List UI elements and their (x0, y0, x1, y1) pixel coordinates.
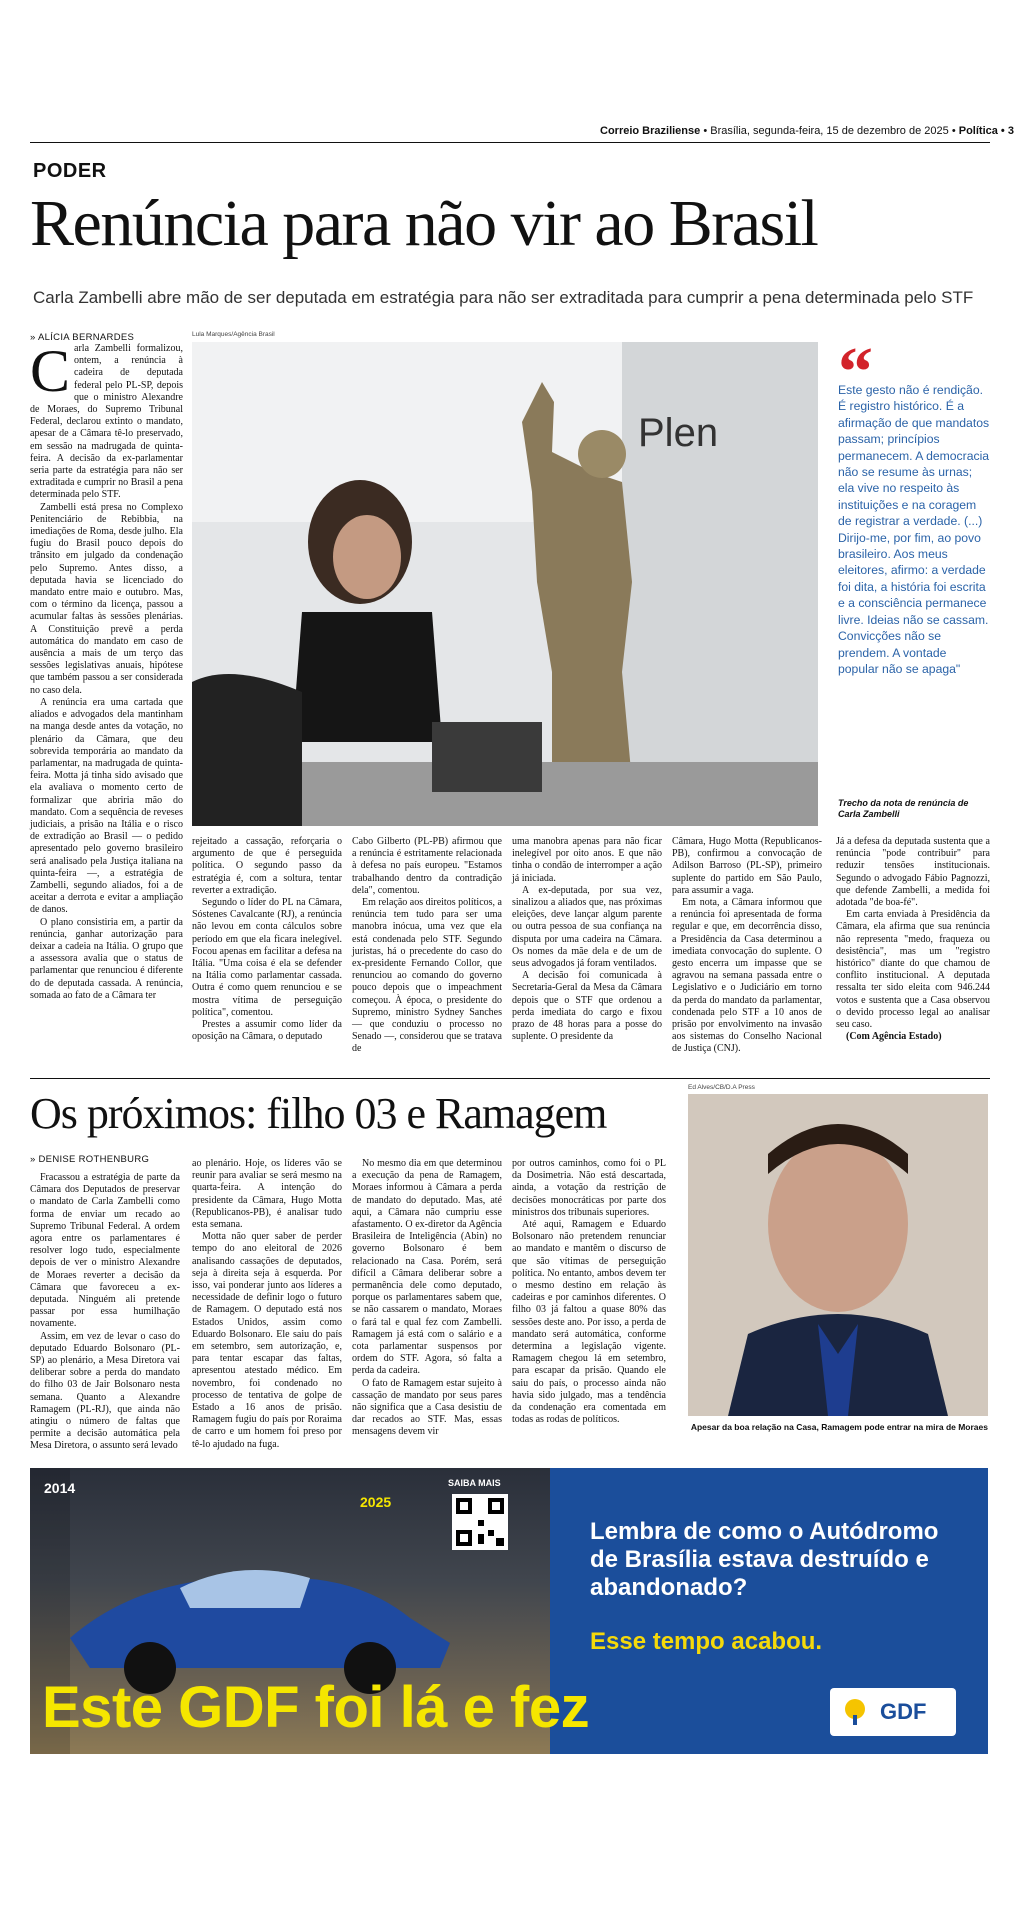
qr-label: SAIBA MAIS (448, 1478, 501, 1488)
article2-column-4 (512, 1158, 666, 1436)
quote-marks-icon: “ (838, 334, 873, 411)
article1-column-3 (352, 836, 502, 1055)
paragraph: A decisão foi comunicada à Secretaria-Geral da Mesa da Câmara depois que o STF que ordenou a perda imediata do cargo e fixou prazo de 48 horas para a posse do suplente. O presidente da (512, 970, 662, 1043)
photo-credit: Ed Alves/CB/D.A Press (688, 1084, 755, 1091)
main-photo (192, 342, 818, 826)
ad-year-then: 2014 (44, 1480, 76, 1496)
section-kicker: PODER (33, 160, 107, 182)
folio-rule (30, 142, 990, 143)
article2-column-1 (30, 1172, 180, 1452)
plenario-sign-text: Plen (638, 411, 719, 455)
qr-code-icon[interactable] (452, 1494, 508, 1550)
paragraph: arla Zambelli formalizou, ontem, a renúncia à cadeira de deputada federal pelo PL-SP, depois que o ministro Alexandre de Moraes, do Supremo Tribunal Federal, declarou extinto o mandato, apesar de a Câmara tê-lo preservado, em sessão na madrugada de quinta-feira. A decisão da ex-parlamentar seria parte da estratégia para não ser extraditada e cumprir no Brasil a pena determinada pelo STF. (30, 343, 183, 501)
paragraph: rejeitado a cassação, reforçaria o argumento de que é perseguida política. O segundo passo da estratégia é, com a soltura, tentar reverter a extradição. (192, 836, 342, 896)
ad-question: Lembra de como o Autódromo de Brasília estava destruído e abandonado? (590, 1518, 939, 1601)
paragraph: Motta não quer saber de perder tempo do ano eleitoral de 2026 analisando cassações de deputados, seja à direita seja à esquerda. Por isso, vai ponderar junto aos líderes a necessidade de definir logo o futuro de Ramagem. O deputado está nos Estados Unidos, assim como Eduardo Bolsonaro. Ele saiu do país em setembro, sem autorização, e, para tentar escapar das faltas, apresentou atestado médico. Em novembro, foi condenado no processo de tentativa de golpe de Estado a 16 anos de prisão. Ramagem fugiu do país por Roraima de carro e um homem foi preso por tê-lo ajudado na fuga. (192, 1231, 342, 1450)
main-headline: Renúncia para não vir ao Brasil (30, 187, 818, 260)
article2-column-3 (352, 1158, 502, 1436)
paragraph: Em relação aos direitos políticos, a renúncia tem tudo para ser uma manobra inócua, uma vez que ela está condenada pelo STF. Segundo juristas, há o precedente do caso do ex-presidente Fernando Collor, que renunciou ao comando do governo pouco depois que o impeachment começou. À época, o presidente do Supremo, ministro Sydney Sanches — que conduziu o processo no Senado —, considerou que se tratava de (352, 897, 502, 1055)
paragraph: Câmara, Hugo Motta (Republicanos-PB), confirmou a convocação de Adilson Barroso (PL-SP), primeiro suplente do partido em São Paulo, para assumir a vaga. (672, 836, 822, 896)
paragraph: O fato de Ramagem estar sujeito à cassação de mandato por seus pares não significa que a Casa desistiu de dar recados ao STF. Mas, essas mensagens devem vir (352, 1377, 502, 1438)
paragraph: por outros caminhos, como foi o PL da Dosimetria. Não está descartada, ainda, a votação da restrição de decisões monocráticas por parte dos ministros dos tribunais superiores. (512, 1158, 666, 1218)
article1-column-4 (512, 836, 662, 1043)
photo-illustration (192, 342, 818, 826)
paragraph: Em nota, a Câmara informou que a renúncia foi apresentada de forma regular e que, em decorrência disso, a Presidência da Casa determinou a imediata convocação do suplente. O gesto encerra um impasse que se agravou na semana passada entre o Legislativo e o Judiciário em torno da perda do mandato da parlamentar, condenada pelo STF a 10 anos de prisão por envolvimento na invasão aos sistemas do Conselho Nacional de Justiça (CNJ). (672, 897, 822, 1055)
ad-answer: Esse tempo acabou. (590, 1628, 823, 1655)
ad-year-now: 2025 (360, 1494, 392, 1510)
second-headline: Os próximos: filho 03 e Ramagem (30, 1089, 607, 1138)
photo-caption: Apesar da boa relação na Casa, Ramagem pode entrar na mira de Moraes (690, 1422, 988, 1432)
paragraph: No mesmo dia em que determinou a execução da pena de Ramagem, Moraes informou à Câmara a perda de mandato do deputado. Mas, até aqui, a Câmara não cumpriu esse afastamento. O ex-diretor da Agência Brasileira de Inteligência (Abin) no governo Bolsonaro é bem relacionado na Casa. Porém, será difícil a Câmara deliberar sobre a permanência dele como deputado, porque os parlamentares sabem que, se não cassarem o mandato, Moraes o fará tal e qual fez com Zambelli. Ramagem já está com o salário e a cota parlamentar suspensos por ordem do STF. Agora, só falta a perda da cadeira. (352, 1158, 502, 1377)
paragraph: O plano consistiria em, a partir da renúncia, ganhar autorização para deixar a cadeia na Itália. O grupo que a assessora avalia que o status de parlamentar que renunciou é diferente do de deputada cassada. A renúncia, somada ao fato de a Câmara ter (30, 916, 183, 1001)
paragraph: Em carta enviada à Presidência da Câmara, ela afirma que sua renúncia não representa "medo, fraqueza ou desistência", mas um "registro histórico" diante do que chamou de conflito institucional. A deputada ressalta ter sido eleita com 946.244 votos e sustenta que a Casa observou o devido processo legal ao analisar seu caso. (836, 909, 990, 1031)
paper-name: Correio Braziliense (600, 125, 701, 137)
ad-slogan: Este GDF foi lá e fez (42, 1675, 590, 1740)
ramagem-photo (688, 1094, 988, 1416)
paragraph: uma manobra apenas para não ficar inelegível por oito anos. E que não tinha o condão de interromper a ação já iniciada. (512, 836, 662, 884)
tree-icon (840, 1697, 870, 1727)
pull-quote-source: Trecho da nota de renúncia de Carla Zambelli (838, 798, 969, 819)
paragraph: Até aqui, Ramagem e Eduardo Bolsonaro não pretendem renunciar ao mandato e mantêm o discurso de que são vítimas de perseguição política. No entanto, ambos devem ter o mesmo destino em relação às cadeiras e por caminhos diferentes. O filho 03 já faltou a quase 80% das sessões deste ano. Por isso, a perda de mandato será automática, conforme determina a legislação vigente. Ramagem chegou lá em setembro, para escapar da prisão. Quando ele saiu do país, o processo ainda não havia sido julgado, mas a tendência da condenação era comentada em todas as rodas de políticos. (512, 1219, 666, 1426)
article1-column-5 (672, 836, 822, 1055)
article2-column-2 (192, 1158, 342, 1450)
article1-column-1 (30, 338, 183, 1020)
paragraph: Prestes a assumir como líder da oposição na Câmara, o deputado (192, 1019, 342, 1043)
paragraph: Zambelli está presa no Complexo Penitenciário de Rebibbia, na imediações de Roma, desde julho. Ela fugiu do Brasil pouco depois do trânsito em julgado da condenação pelo Supremo. Antes disso, a deputada havia se licenciado do mandato entre maio e outubro. Mas, com o término da licença, passou a acumular faltas às sessões plenárias. A Constituição prevê a perda automática do mandato em caso de ausência a mais de um terço das sessões legislativas anuais, hipótese que também passou a ser considerada no caso dela. (30, 501, 183, 696)
page-folio (600, 125, 1014, 137)
photo-credit: Lula Marques/Agência Brasil (192, 331, 275, 338)
gdf-logo (830, 1688, 956, 1736)
article1-column-2 (192, 836, 342, 1043)
photo-illustration (688, 1094, 988, 1416)
folio-separator: • (951, 125, 956, 137)
section-page: Política • 3 (958, 125, 1014, 137)
agency-credit: (Com Agência Estado) (846, 1031, 942, 1043)
pull-quote: Este gesto não é rendição. É registro histórico. É a afirmação de que mandatos passam; princípios permanecem. A democracia não se resume às urnas; ela vive no respeito às instituições e na coragem de registrar a verdade. (...) Dirijo-me, por fim, ao povo brasileiro. Aos meus eleitores, afirmo: a verdade foi dita, a história foi escrita e a consciência permanece livre. Ideias não se cassam. Convicções não se prendem. A vontade popular não se apaga" (838, 383, 990, 676)
gdf-logo-text: GDF (880, 1699, 927, 1724)
paragraph: ao plenário. Hoje, os líderes vão se reunir para avaliar se será mesmo na quarta-feira. A intenção do presidente da Câmara, Hugo Motta (Republicanos-PB), é analisar tudo esta semana. (192, 1158, 342, 1231)
paragraph: A renúncia era uma cartada que aliados e advogados dela mantinham na manga desde antes da votação, no plenário da Câmara, que deu sobrevida temporária ao mandato da parlamentar, na madrugada de quinta-feira. Motta já tinha sido avisado que ela avaliava o momento certo de formalizar que abriria mão do mandato. Com a sequência de reveses judiciais, a prisão na Itália e o risco de extradição ao Brasil — o pedido apresentado pelo governo brasileiro será analisado pela Justiça italiana na quinta-feira —, a estratégia de Zambelli, segundo aliados, foi a de aceitar a derrota e evitar a ampliação de danos. (30, 696, 183, 916)
paragraph: Cabo Gilberto (PL-PB) afirmou que a renúncia é estritamente relacionada à defesa no país europeu. "Estamos trabalhando dentro da contradição dela", comentou. (352, 836, 502, 896)
dropcap: C (30, 338, 71, 404)
article1-column-6 (836, 836, 990, 1043)
gdf-advertisement[interactable] (30, 1468, 988, 1754)
dateline: Brasília, segunda-feira, 15 de dezembro de 2025 (710, 125, 949, 137)
paragraph: Já a defesa da deputada sustenta que a renúncia "pode contribuir" para reduzir tensões institucionais. Segundo o advogado Fábio Pagnozzi, que defende Zambelli, a medida foi adotada "de boa-fé". (836, 836, 990, 909)
paragraph: Assim, em vez de levar o caso do deputado Eduardo Bolsonaro (PL-SP) ao plenário, a Mesa Diretora vai deliberar sobre a perda do mandato do filho 03 de Jair Bolsonaro nesta semana. Quanto a Alexandre Ramagem (PL-RJ), que ainda não atingiu o número de faltas que permite a decisão automática pela Mesa Diretora, o assunto será levado (30, 1330, 180, 1452)
paragraph: A ex-deputada, por sua vez, sinalizou a aliados que, nas próximas eleições, deve lançar algum parente ou outra pessoa de sua confiança na disputa por uma cadeira na Câmara. Os nomes da mãe dela e de um de seus advogados já foram ventilados. (512, 884, 662, 970)
paragraph: Fracassou a estratégia de parte da Câmara dos Deputados de preservar o mandato de Carla Zambelli como forma de enviar um recado ao Supremo Tribunal Federal. A ordem agora entre os parlamentares é resolver logo tudo, especialmente depois de ver o ministro Alexandre de Moraes reverter a decisão da Câmara que favoreceu a ex-deputada. Ninguém ali pretende passar por essa humilhação novamente. (30, 1172, 180, 1330)
paragraph: Segundo o líder do PL na Câmara, Sóstenes Cavalcante (RJ), a renúncia não levou em conta cálculos sobre período em que ela ficara inelegível. Focou apenas em facilitar a defesa na Itália. "Uma coisa é ela se defender na Itália como parlamentar cassada. Outra é como quem renunciou e se mostra vítima de perseguição política", comentou. (192, 897, 342, 1018)
article-dek: Carla Zambelli abre mão de ser deputada em estratégia para não ser extraditada para cumprir a pena determinada pelo STF (33, 288, 974, 307)
section-divider (30, 1078, 990, 1079)
folio-separator: • (703, 125, 708, 137)
byline: » ALÍCIA BERNARDES (30, 332, 135, 343)
byline: » DENISE ROTHENBURG (30, 1154, 150, 1165)
